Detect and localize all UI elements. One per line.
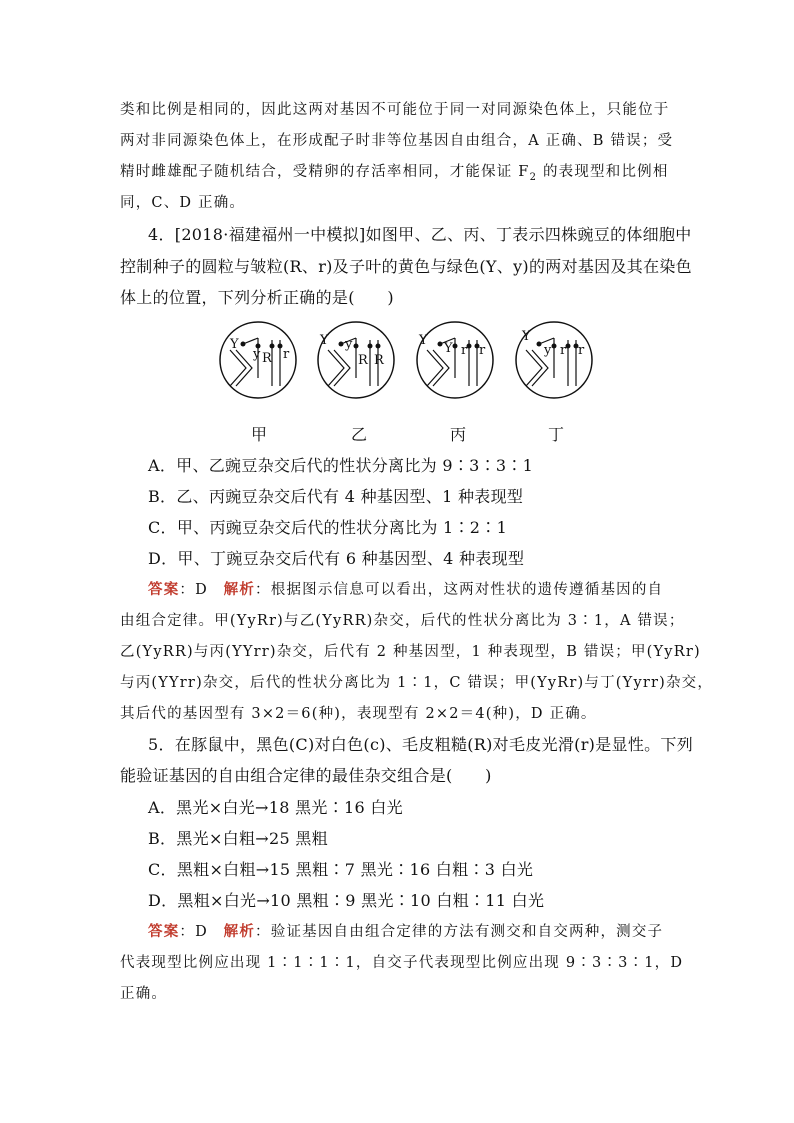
cell-yi-label-1: Y (320, 333, 329, 348)
cell-jia (220, 322, 296, 398)
exp3-line-4: 同，C、D 正确。 (120, 195, 246, 211)
q5-stem-line-1: 5．在豚鼠中，黑色(C)对白色(c)、毛皮粗糙(R)对毛皮光滑(r)是显性。下列 (148, 735, 694, 754)
cell-label-jia: 甲 (250, 425, 267, 444)
q4-stem-line-3: 体上的位置，下列分析正确的是( ) (120, 288, 394, 307)
cell-yi-label-3: R (358, 353, 368, 368)
q4-explanation-line-5: 其后代的基因型有 3×2＝6(种)，表现型有 2×2＝4(种)，D 正确。 (120, 706, 597, 722)
q5-stem-line-2: 能验证基因的自由组合定律的最佳杂交组合是( ) (120, 766, 492, 785)
cell-yi-label-4: R (374, 353, 384, 368)
cell-jia-label-4: r (283, 347, 290, 362)
q4-option-a: A．甲、乙豌豆杂交后代的性状分离比为 9∶3∶3∶1 (148, 456, 534, 475)
q4-answer-value: ：D (179, 582, 224, 598)
q5-answer-value: ：D (179, 924, 224, 940)
q5-explanation-label: 解析 (223, 923, 256, 940)
q4-option-c: C．甲、丙豌豆杂交后代的性状分离比为 1∶2∶1 (148, 518, 508, 537)
cell-jia-label-3: R (262, 351, 272, 366)
cell-bing-label-3: r (461, 343, 468, 358)
q4-answer-label: 答案 (148, 581, 180, 598)
q4-explanation-line-4: 与丙(YYrr)杂交，后代的性状分离比为 1∶1，C 错误；甲(YyRr)与丁(Yyrr)杂交， (120, 675, 714, 691)
q5-answer-label: 答案 (148, 923, 180, 940)
cell-ding-label-2: y (544, 343, 552, 358)
q4-stem-line-1: 4．[2018·福建福州一中模拟]如图甲、乙、丙、丁表示四株豌豆的体细胞中 (148, 225, 692, 244)
exp3-line-1: 类和比例是相同的，因此这两对基因不可能位于同一对同源染色体上，只能位于 (120, 102, 670, 118)
exp3-line-2: 两对非同源染色体上，在形成配子时非等位基因自由组合，A 正确、B 错误；受 (120, 133, 674, 149)
q4-explanation-line-1: ：根据图示信息可以看出，这两对性状的遗传遵循基因的自 (255, 582, 664, 598)
q5-option-a: A．黑光×白光→18 黑光∶16 白光 (148, 798, 403, 817)
cell-bing-label-2: Y (444, 341, 453, 356)
q4-option-b: B．乙、丙豌豆杂交后代有 4 种基因型、1 种表现型 (148, 487, 524, 506)
cell-yi (318, 322, 394, 398)
q4-explanation-line-3: 乙(YyRR)与丙(YYrr)杂交，后代有 2 种基因型，1 种表现型，B 错误；甲(YyRr) (120, 644, 701, 660)
cell-label-ding: 丁 (547, 425, 564, 444)
cell-bing-label-4: r (479, 343, 486, 358)
cell-jia-label-1: Y (230, 337, 239, 352)
q4-explanation-label: 解析 (223, 581, 256, 598)
cell-label-yi: 乙 (350, 425, 367, 444)
q5-answer-line (148, 920, 663, 941)
exp3-line-3 (120, 160, 669, 183)
q4-answer-line (148, 578, 663, 599)
cell-ding (516, 322, 592, 398)
cell-ding-label-1: Y (522, 329, 531, 344)
q5-explanation-line-3: 正确。 (120, 986, 168, 1002)
exp3-line-3-text: 精时雌雄配子随机结合，受精卵的存活率相同，才能保证 F (120, 164, 530, 180)
q5-explanation-line-1: ：验证基因自由组合定律的方法有测交和自交两种，测交子 (255, 924, 664, 940)
cell-bing-label-1: Y (419, 333, 428, 348)
q5-explanation-line-2: 代表现型比例应出现 1∶1∶1∶1，自交子代表现型比例应出现 9∶3∶3∶1，D (120, 955, 684, 971)
q4-explanation-line-2: 由组合定律。甲(YyRr)与乙(YyRR)杂交，后代的性状分离比为 3∶1，A 错误； (120, 613, 685, 629)
cell-label-bing: 丙 (449, 425, 466, 444)
q5-option-b: B．黑光×白粗→25 黑粗 (148, 829, 328, 848)
q4-option-d: D．甲、丁豌豆杂交后代有 6 种基因型、4 种表现型 (148, 549, 525, 568)
q5-option-c: C．黑粗×白粗→15 黑粗∶7 黑光∶16 白粗∶3 白光 (148, 860, 534, 879)
cell-ding-label-3: r (560, 343, 567, 358)
cell-ding-label-4: r (578, 343, 585, 358)
cell-bing (417, 322, 493, 398)
cell-yi-label-2: y (345, 337, 353, 352)
exp3-line-3-end: 的表现型和比例相 (537, 164, 669, 180)
q5-option-d: D．黑粗×白光→10 黑粗∶9 黑光∶10 白粗∶11 白光 (148, 891, 545, 910)
cell-jia-label-2: y (253, 347, 261, 362)
cell-diagram (210, 318, 610, 408)
exp3-subscript: 2 (529, 171, 538, 183)
q4-stem-line-2: 控制种子的圆粒与皱粒(R、r)及子叶的黄色与绿色(Y、y)的两对基因及其在染色 (120, 257, 692, 276)
